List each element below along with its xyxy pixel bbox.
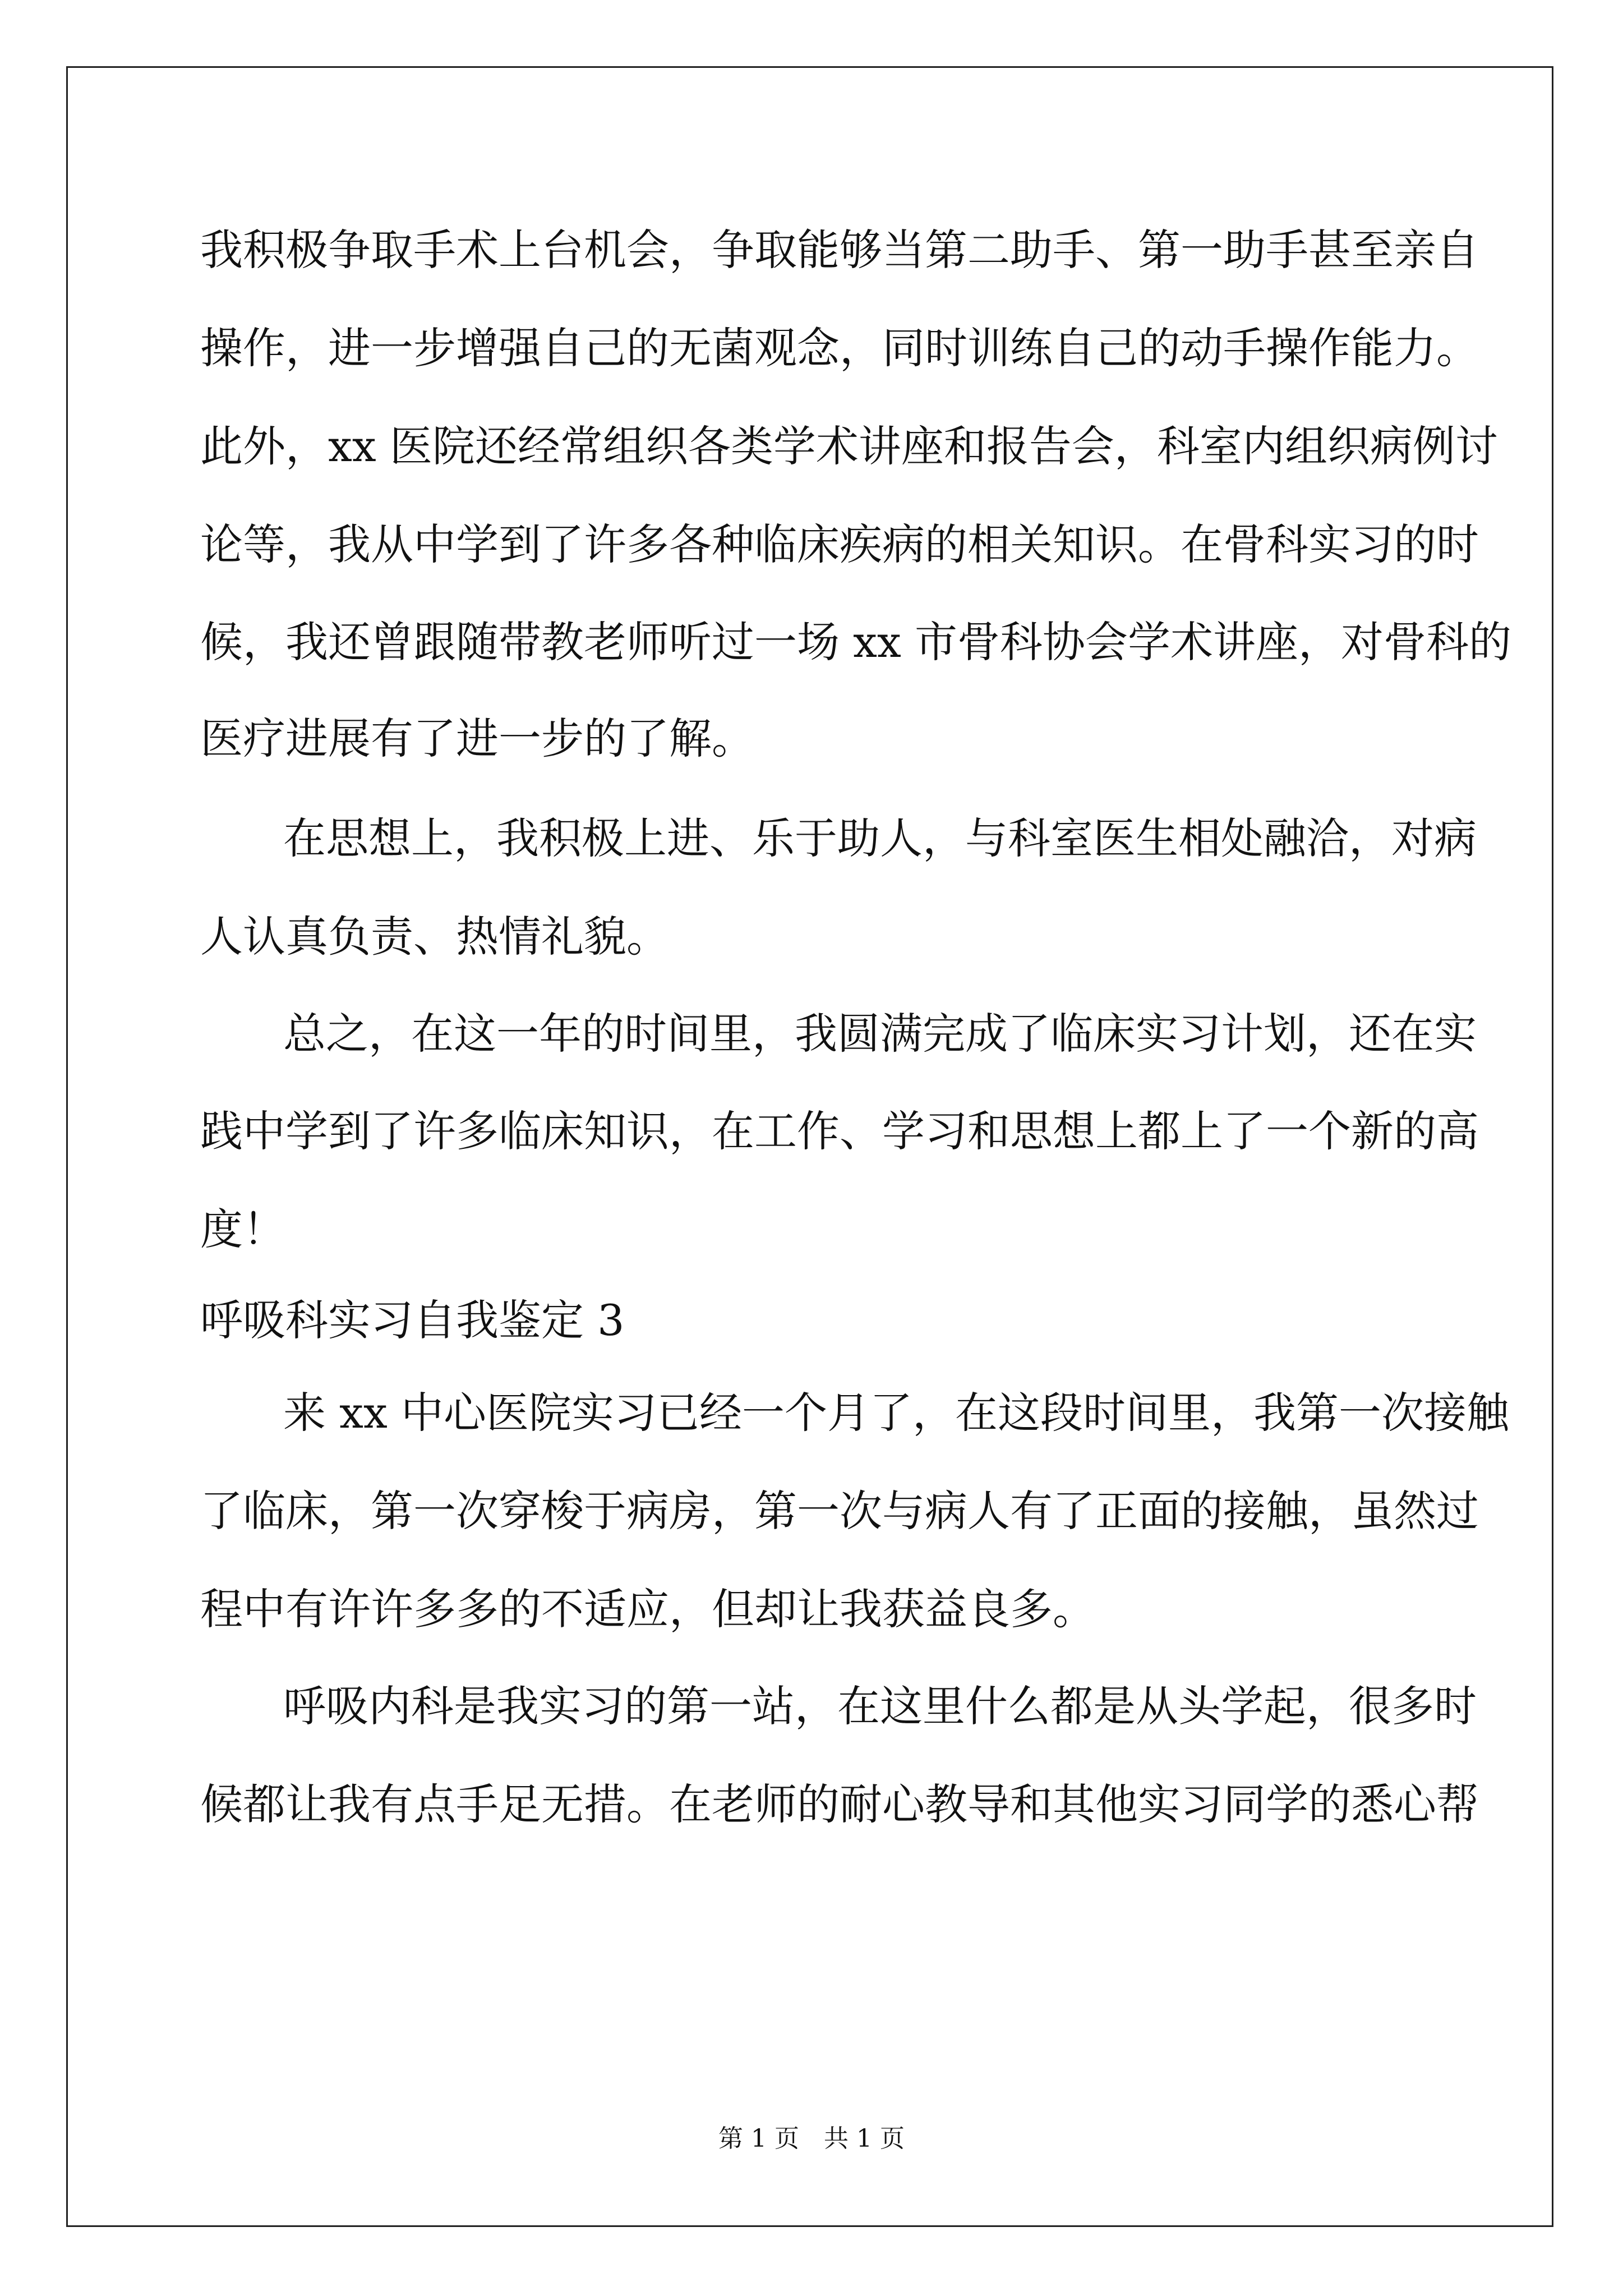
paragraph-line: 践中学到了许多临床知识，在工作、学习和思想上都上了一个新的高 xyxy=(200,1106,1479,1156)
paragraph-line: 医疗进展有了进一步的了解。 xyxy=(200,714,754,763)
paragraph-line: 论等，我从中学到了许多各种临床疾病的相关知识。在骨科实习的时 xyxy=(200,519,1479,569)
paragraph-line: 程中有许许多多的不适应，但却让我获益良多。 xyxy=(200,1584,1095,1634)
paragraph-line: 操作，进一步增强自己的无菌观念，同时训练自己的动手操作能力。 xyxy=(200,323,1479,373)
paragraph-line: 了临床，第一次穿梭于病房，第一次与病人有了正面的接触，虽然过 xyxy=(200,1486,1479,1536)
paragraph-line: 总之，在这一年的时间里，我圆满完成了临床实习计划，还在实 xyxy=(283,1009,1477,1059)
paragraph-line: 呼吸内科是我实习的第一站，在这里什么都是从头学起，很多时 xyxy=(283,1681,1477,1731)
paragraph-line: 在思想上，我积极上进、乐于助人，与科室医生相处融洽，对病 xyxy=(283,813,1477,863)
section-heading: 呼吸科实习自我鉴定 3 xyxy=(200,1295,625,1345)
paragraph-line: 此外，xx 医院还经常组织各类学术讲座和报告会，科室内组织病例讨 xyxy=(200,421,1498,471)
paragraph-line: 候，我还曾跟随带教老师听过一场 xx 市骨科协会学术讲座，对骨科的 xyxy=(200,617,1512,667)
paragraph-line: 候都让我有点手足无措。在老师的耐心教导和其他实习同学的悉心帮 xyxy=(200,1779,1479,1829)
page-footer: 第 1 页 共 1 页 xyxy=(718,2124,905,2153)
paragraph-line: 来 xx 中心医院实习已经一个月了，在这段时间里，我第一次接触 xyxy=(283,1388,1510,1438)
paragraph-line: 度！ xyxy=(200,1204,285,1254)
paragraph-line: 人认真负责、热情礼貌。 xyxy=(200,912,669,961)
paragraph-line: 我积极争取手术上台机会，争取能够当第二助手、第一助手甚至亲自 xyxy=(200,225,1479,275)
